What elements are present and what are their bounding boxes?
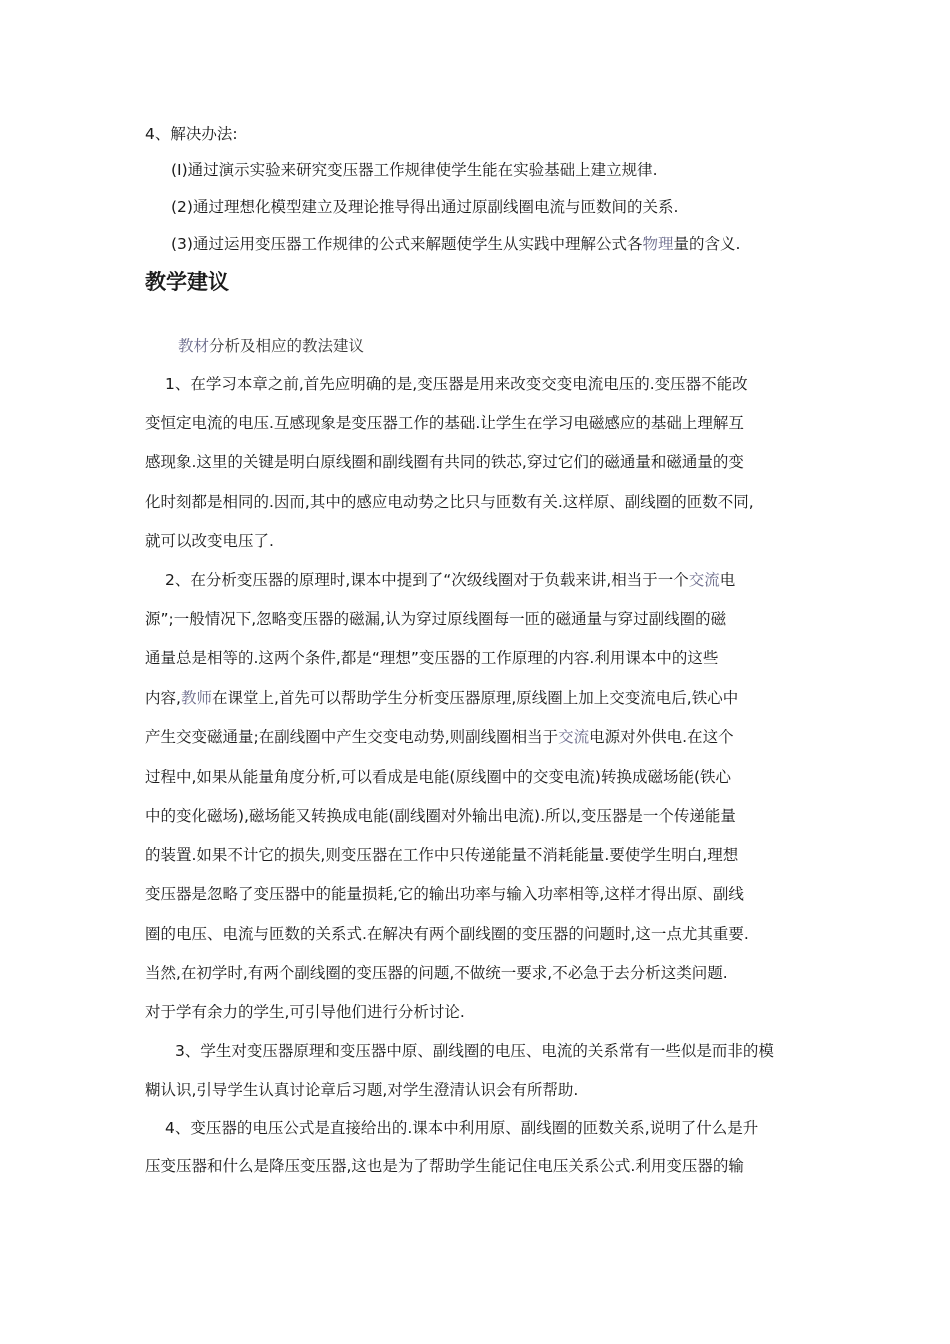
para4-line: 压变压器和什么是降压变压器,这也是为了帮助学生能记住电压关系公式.利用变压器的输 [145,1157,744,1175]
para2-line: 的装置.如果不计它的损失,则变压器在工作中只传递能量不消耗能量.要使学生明白,理想 [145,846,739,864]
ac-link[interactable]: 交流 [558,728,590,746]
para1-line: 变恒定电流的电压.互感现象是变压器工作的基础.让学生在学习电磁感应的基础上理解互 [145,414,744,432]
para2-line: 中的变化磁场),磁场能又转换成电能(副线圈对外输出电流).所以,变压器是一个传递能量 [145,807,736,825]
para2-line [145,727,734,747]
solution-item-2: (2)通过理想化模型建立及理论推导得出通过原副线圈电流与匝数间的关系. [171,198,679,216]
para2-text: 电源对外供电.在这个 [589,728,734,746]
para2-line [165,570,735,590]
para2-text: 电 [719,571,736,589]
para2-line: 对于学有余力的学生,可引导他们进行分析讨论. [145,1003,465,1021]
para2-line: 通量总是相等的.这两个条件,都是“理想”变压器的工作原理的内容.利用课本中的这些 [145,649,719,667]
para1-line: 1、在学习本章之前,首先应明确的是,变压器是用来改变交变电流电压的.变压器不能改 [165,375,748,393]
para3-line: 3、学生对变压器原理和变压器中原、副线圈的电压、电流的关系常有一些似是而非的模 [175,1042,774,1060]
para2-text: 在课堂上,首先可以帮助学生分析变压器原理,原线圈上加上交变流电后,铁心中 [211,689,739,707]
para2-text: 内容, [145,689,181,707]
textbook-link[interactable]: 教材 [178,337,210,355]
teacher-link[interactable]: 教师 [180,689,212,707]
para2-line: 源”;一般情况下,忽略变压器的磁漏,认为穿过原线圈每一匝的磁通量与穿过副线圈的磁 [145,610,727,628]
para2-line: 当然,在初学时,有两个副线圈的变压器的问题,不做统一要求,不必急于去分析这类问题. [145,964,728,982]
para2-line: 圈的电压、电流与匝数的关系式.在解决有两个副线圈的变压器的问题时,这一点尤其重要. [145,925,749,943]
ac-link[interactable]: 交流 [688,571,720,589]
solution-item-3-end: 量的含义. [673,235,741,253]
para1-line: 化时刻都是相同的.因而,其中的感应电动势之比只与匝数有关.这样原、副线圈的匝数不同, [145,493,754,511]
solution-item-1: (Ⅰ)通过演示实验来研究变压器工作规律使学生能在实验基础上建立规律. [171,161,658,179]
para2-line [145,688,738,708]
para1-line: 感现象.这里的关键是明白原线圈和副线圈有共同的铁芯,穿过它们的磁通量和磁通量的变 [145,453,744,471]
para2-text: 产生交变磁通量;在副线圈中产生交变电动势,则副线圈相当于 [145,728,559,746]
physics-link[interactable]: 物理 [642,235,674,253]
section-subheading [178,336,364,356]
para3-line: 糊认识,引导学生认真讨论章后习题,对学生澄清认识会有所帮助. [145,1081,579,1099]
solutions-title: 4、解决办法: [145,125,238,143]
para2-line: 变压器是忽略了变压器中的能量损耗,它的输出功率与输入功率相等,这样才得出原、副线 [145,885,744,903]
section-heading: 教学建议 [145,270,229,294]
para4-line: 4、变压器的电压公式是直接给出的.课本中利用原、副线圈的匝数关系,说明了什么是升 [165,1119,759,1137]
solution-item-3-text: (3)通过运用变压器工作规律的公式来解题使学生从实践中理解公式各 [171,235,643,253]
subheading-text: 分析及相应的教法建议 [209,337,365,355]
para1-line: 就可以改变电压了. [145,532,274,550]
solution-item-3 [171,234,740,254]
para2-text: 2、在分析变压器的原理时,课本中提到了“次级线圈对于负载来讲,相当于一个 [165,571,689,589]
para2-line: 过程中,如果从能量角度分析,可以看成是电能(原线圈中的交变电流)转换成磁场能(铁心 [145,768,731,786]
